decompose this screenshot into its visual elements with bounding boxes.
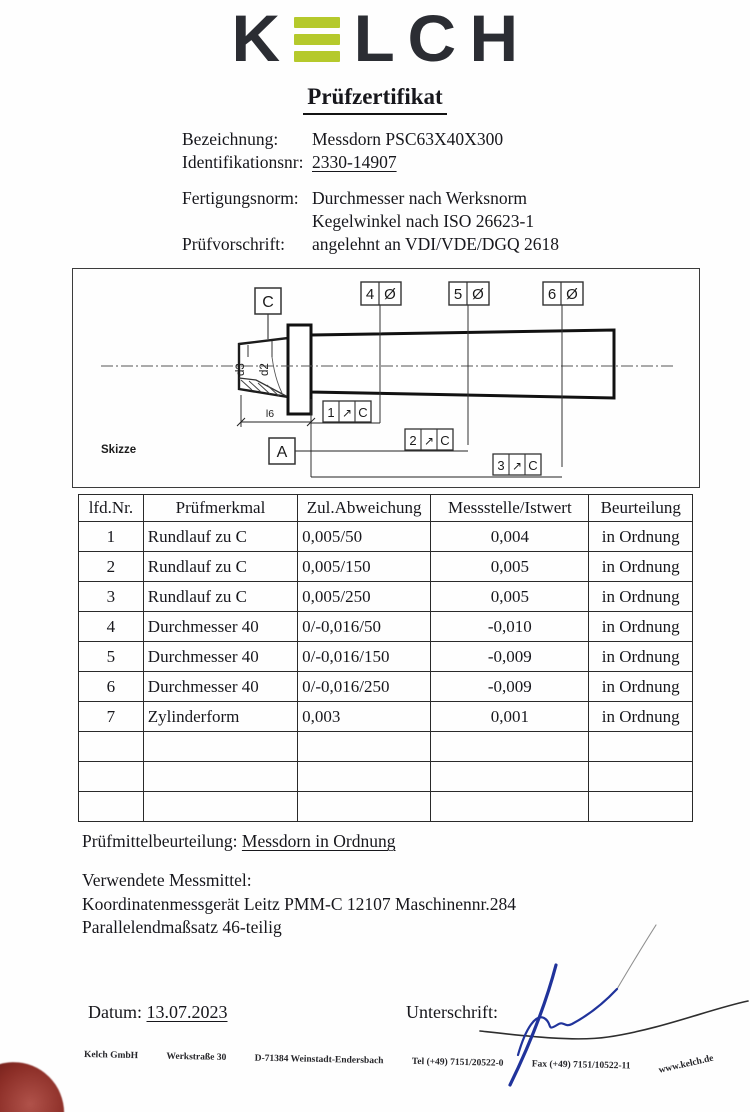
cell-nr [79,762,144,792]
callout-2-ref: C [440,433,450,448]
cell-merkmal: Durchmesser 40 [143,672,297,702]
table-row [79,582,693,612]
cell-abweichung: 0,005/250 [298,582,431,612]
cell-beurteilung: in Ordnung [589,582,693,612]
logo-letter-h: H [469,1,519,75]
pruefmittelbeurteilung-value: Messdorn in Ordnung [241,831,396,851]
callout-2-num: 2 [409,433,417,448]
unterschrift-line [406,1002,498,1023]
mandrel-drawing [73,269,699,487]
table-row-empty [79,762,693,792]
pruefvorschrift-label: Prüfvorschrift: [182,234,286,254]
cell-abweichung [298,762,431,792]
messmittel-line-2: Parallelendmaßsatz 46-teilig [82,917,282,937]
document-title-text: Prüfzertifikat [303,84,446,115]
cell-merkmal: Durchmesser 40 [143,642,297,672]
diameter-symbol: Ø [472,286,484,303]
fertigungsnorm-value-1: Durchmesser nach Werksnorm [312,188,528,208]
col-header-lfdnr: lfd.Nr. [79,495,144,522]
logo-bar [294,51,340,62]
empty-label [182,210,312,233]
messmittel-heading: Verwendete Messmittel: [82,870,252,890]
cell-beurteilung [589,732,693,762]
table-row [79,552,693,582]
fertigungsnorm-value-2: Kegelwinkel nach ISO 26623-1 [312,211,535,231]
measurement-table [78,494,693,822]
signature-baseline-stroke [480,1001,748,1039]
flange-outline [288,325,311,414]
diameter-symbol: Ø [566,286,578,303]
table-row-empty [79,732,693,762]
footer-tel: Tel (+49) 7151/20522-0 [411,1056,504,1069]
cell-nr [79,792,144,822]
col-header-beurteilung: Beurteilung [589,495,693,522]
runout-arrow-icon: ↗ [511,459,523,473]
cell-nr: 3 [79,582,144,612]
table-row [79,672,693,702]
callout-2 [405,429,453,450]
cell-nr: 5 [79,642,144,672]
dia4-num: 4 [365,286,375,303]
col-header-istwert: Messstelle/Istwert [431,495,589,522]
fingertip-photo-artifact [0,1047,80,1112]
cell-merkmal: Durchmesser 40 [143,612,297,642]
cell-istwert: -0,009 [431,642,589,672]
table-row [79,702,693,732]
table-row [79,522,693,552]
callout-1-ref: C [358,405,368,420]
datum-a-label: A [276,444,288,461]
footer-city: D-71384 Weinstadt-Endersbach [254,1053,384,1067]
cell-istwert [431,792,589,822]
logo-bar [294,17,340,28]
cell-abweichung: 0/-0,016/50 [298,612,431,642]
cell-abweichung: 0/-0,016/150 [298,642,431,672]
messmittel-line-1: Koordinatenmessgerät Leitz PMM-C 12107 Maschinennr.284 [82,893,517,914]
cell-istwert [431,732,589,762]
cell-merkmal: Rundlauf zu C [143,522,297,552]
footer-website: www.kelch.de [657,1053,715,1076]
table-row [79,612,693,642]
fertigungsnorm-label: Fertigungsnorm: [182,188,299,208]
cell-abweichung: 0/-0,016/250 [298,672,431,702]
cell-merkmal: Zylinderform [143,702,297,732]
technical-sketch [72,268,700,488]
pruefmittelbeurteilung-label: Prüfmittelbeurteilung: [82,831,238,851]
cell-beurteilung: in Ordnung [589,612,693,642]
cell-beurteilung [589,792,693,822]
cell-beurteilung: in Ordnung [589,642,693,672]
cell-istwert: 0,005 [431,582,589,612]
cell-merkmal [143,792,297,822]
signature-loop-stroke [518,989,617,1055]
cell-beurteilung: in Ordnung [589,702,693,732]
pruefmittelbeurteilung-line [82,831,396,852]
cell-abweichung: 0,005/150 [298,552,431,582]
callout-1 [323,401,371,422]
cell-nr: 2 [79,552,144,582]
cell-merkmal: Rundlauf zu C [143,582,297,612]
skizze-label: Skizze [101,444,137,456]
messmittel-block [82,869,516,940]
d3-label: d3 [235,363,247,376]
callout-3-ref: C [528,458,538,473]
cell-istwert: 0,004 [431,522,589,552]
cell-nr: 6 [79,672,144,702]
l6-label: l6 [265,408,275,420]
dia5-num: 5 [453,286,463,303]
logo-bar [294,34,340,45]
cell-istwert [431,762,589,792]
table-row-empty [79,792,693,822]
cell-istwert: -0,010 [431,612,589,642]
meta-block [182,128,559,256]
document-title [0,84,750,115]
datum-value: 13.07.2023 [146,1002,228,1022]
logo-e-bars-icon [294,15,340,62]
dia6-box [543,282,583,305]
cell-merkmal [143,762,297,792]
datum-line [88,1002,228,1023]
pruefvorschrift-value: angelehnt an VDI/VDE/DGQ 2618 [312,234,560,254]
cell-istwert: 0,005 [431,552,589,582]
bezeichnung-value: Messdorn PSC63X40X300 [312,129,504,149]
table-row [79,642,693,672]
cell-beurteilung: in Ordnung [589,552,693,582]
cell-merkmal [143,732,297,762]
id-value: 2330-14907 [312,152,397,172]
dia4-box [361,282,401,305]
cell-abweichung: 0,005/50 [298,522,431,552]
callout-3 [493,454,541,475]
d2-label: d2 [259,363,271,376]
footer-fax: Fax (+49) 7151/10522-11 [531,1059,631,1072]
cell-nr: 1 [79,522,144,552]
cell-beurteilung [589,762,693,792]
col-header-pruefmerkmal: Prüfmerkmal [143,495,297,522]
cell-nr: 4 [79,612,144,642]
callout-3-num: 3 [497,458,505,473]
footer [83,1050,715,1076]
logo-letter-c: C [407,1,457,75]
signature-faint-stroke [617,925,656,989]
kelch-logo [0,1,750,75]
cell-nr [79,732,144,762]
cell-merkmal: Rundlauf zu C [143,552,297,582]
runout-arrow-icon: ↗ [423,434,435,448]
dia6-num: 6 [547,286,557,303]
cell-istwert: 0,001 [431,702,589,732]
cell-nr: 7 [79,702,144,732]
logo-letter-l: L [353,1,395,75]
runout-arrow-icon: ↗ [341,406,353,420]
footer-street: Werkstraße 30 [166,1051,227,1063]
cell-abweichung: 0,003 [298,702,431,732]
footer-company: Kelch GmbH [83,1050,139,1062]
cell-abweichung [298,732,431,762]
cell-abweichung [298,792,431,822]
dia5-box [449,282,489,305]
cell-beurteilung: in Ordnung [589,672,693,702]
datum-c-label: C [262,294,274,311]
table-header-row [79,495,693,522]
col-header-abweichung: Zul.Abweichung [298,495,431,522]
spacer [182,174,559,187]
diameter-symbol: Ø [384,286,396,303]
shaft-outline [311,330,614,398]
unterschrift-label: Unterschrift: [406,1002,498,1022]
bezeichnung-label: Bezeichnung: [182,129,279,149]
callout-1-num: 1 [327,405,335,420]
datum-label: Datum: [88,1002,142,1022]
id-label: Identifikationsnr: [182,152,304,172]
cell-beurteilung: in Ordnung [589,522,693,552]
cell-istwert: -0,009 [431,672,589,702]
logo-letter-k: K [231,1,281,75]
